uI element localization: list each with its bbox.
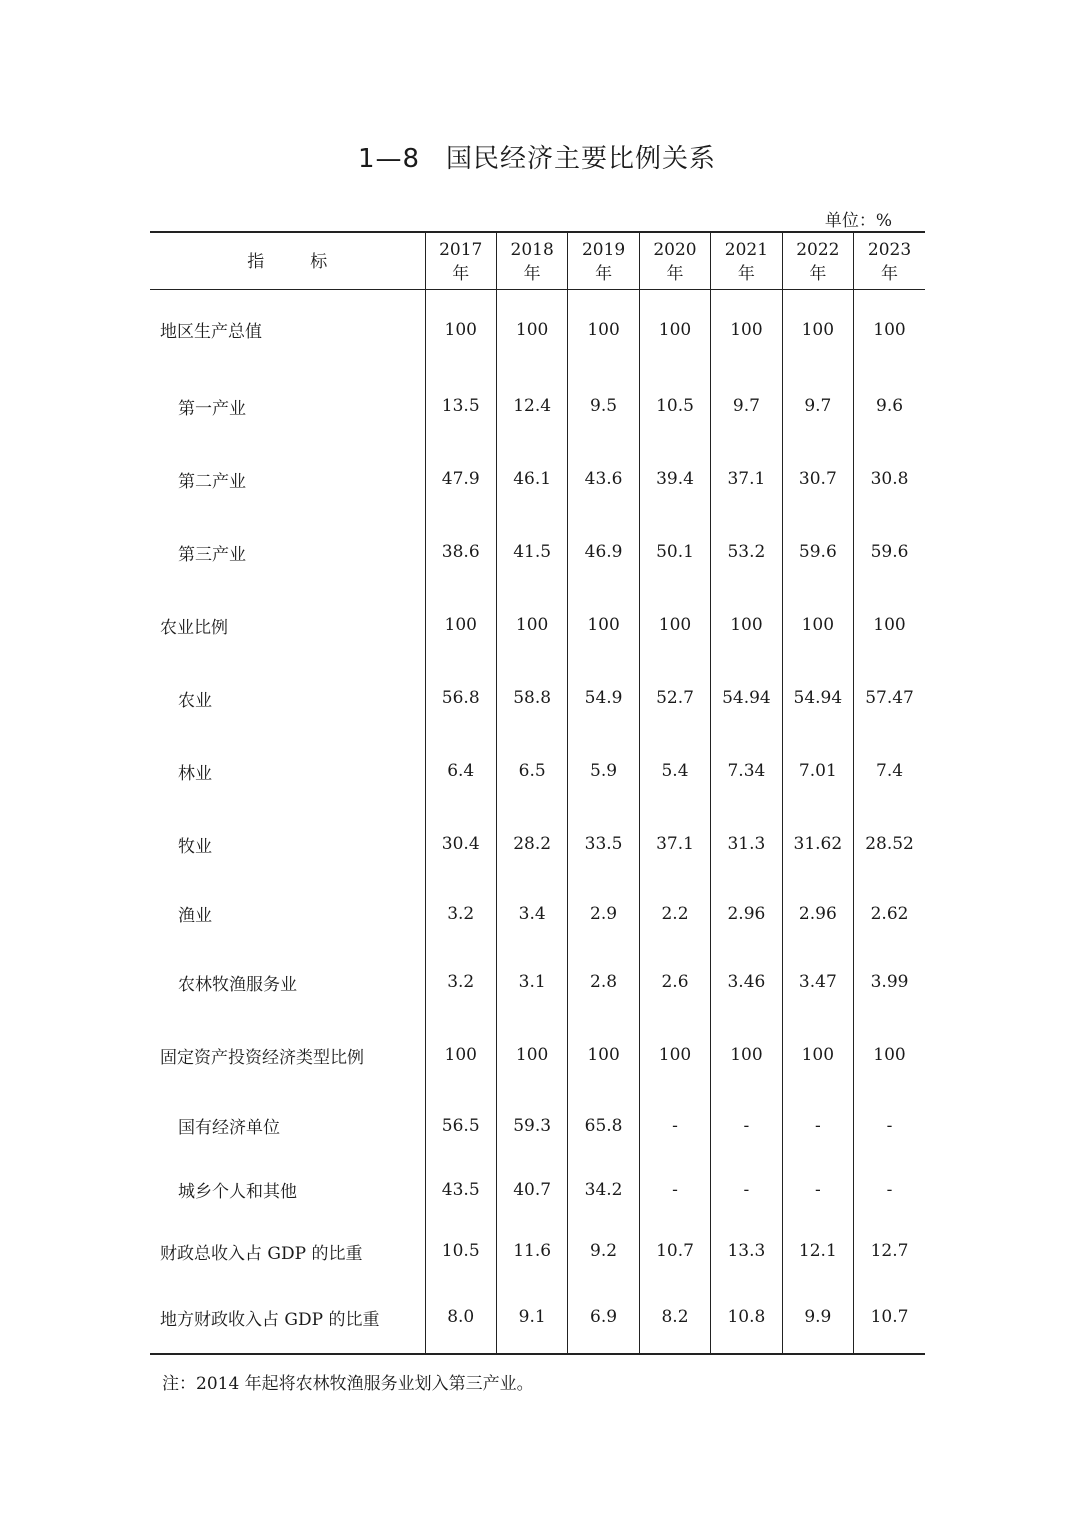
- footnote: 注：2014 年起将农林牧渔服务业划入第三产业。: [162, 1374, 534, 1394]
- table-row: [150, 1018, 925, 1093]
- cell-value: 57.47: [854, 662, 925, 735]
- table-row: [150, 370, 925, 443]
- cell-value: -: [782, 1093, 853, 1159]
- cell-value: 100: [496, 589, 567, 662]
- cell-value: 30.4: [425, 808, 496, 881]
- cell-value: 52.7: [639, 662, 710, 735]
- cell-value: 12.4: [496, 370, 567, 443]
- cell-value: 13.5: [425, 370, 496, 443]
- cell-value: 8.2: [639, 1282, 710, 1354]
- cell-value: 2.6: [639, 947, 710, 1018]
- row-label: 农业: [178, 690, 212, 711]
- row-label: 第三产业: [178, 544, 246, 565]
- row-label: 地方财政收入占 GDP 的比重: [160, 1309, 380, 1330]
- table-row: [150, 443, 925, 516]
- table-row: [150, 881, 925, 947]
- cell-value: 34.2: [568, 1159, 639, 1221]
- cell-value: 2.9: [568, 881, 639, 947]
- cell-value: 12.1: [782, 1221, 853, 1282]
- row-label: 第二产业: [178, 471, 246, 492]
- cell-value: 100: [711, 1018, 782, 1093]
- cell-value: 33.5: [568, 808, 639, 881]
- table-row: [150, 1093, 925, 1159]
- cell-value: 100: [782, 589, 853, 662]
- cell-value: 37.1: [639, 808, 710, 881]
- cell-value: 10.7: [854, 1282, 925, 1354]
- row-label: 农业比例: [160, 617, 228, 638]
- cell-value: 11.6: [496, 1221, 567, 1282]
- cell-value: 37.1: [711, 443, 782, 516]
- cell-value: 2.96: [711, 881, 782, 947]
- cell-value: 43.5: [425, 1159, 496, 1221]
- table-row: [150, 1159, 925, 1221]
- row-label: 国有经济单位: [178, 1118, 280, 1138]
- table-row: [150, 735, 925, 808]
- header-year: 2021 年: [711, 232, 782, 290]
- cell-value: 54.9: [568, 662, 639, 735]
- row-label: 渔业: [178, 906, 212, 926]
- cell-value: 7.01: [782, 735, 853, 808]
- header-year: 2018 年: [496, 232, 567, 290]
- cell-value: 100: [782, 1018, 853, 1093]
- header-year: 2023 年: [854, 232, 925, 290]
- header-year: 2022 年: [782, 232, 853, 290]
- cell-value: 3.2: [425, 947, 496, 1018]
- cell-value: 2.2: [639, 881, 710, 947]
- cell-value: 50.1: [639, 516, 710, 589]
- cell-value: 100: [425, 589, 496, 662]
- page-title: [0, 138, 1074, 175]
- cell-value: 9.7: [782, 370, 853, 443]
- cell-value: 9.2: [568, 1221, 639, 1282]
- header-year: 2017 年: [425, 232, 496, 290]
- cell-value: 100: [425, 1018, 496, 1093]
- header-row: [150, 232, 925, 290]
- cell-value: 47.9: [425, 443, 496, 516]
- table-row: [150, 1221, 925, 1282]
- cell-value: 41.5: [496, 516, 567, 589]
- table-row: [150, 808, 925, 881]
- row-label: 固定资产投资经济类型比例: [160, 1047, 364, 1068]
- cell-value: 3.2: [425, 881, 496, 947]
- cell-value: 100: [854, 290, 925, 370]
- table-number: 1—8: [357, 144, 421, 174]
- row-label: 地区生产总值: [160, 322, 262, 343]
- cell-value: 39.4: [639, 443, 710, 516]
- table-title: 国民经济主要比例关系: [446, 144, 717, 174]
- cell-value: 46.1: [496, 443, 567, 516]
- cell-value: 5.4: [639, 735, 710, 808]
- cell-value: -: [782, 1159, 853, 1221]
- row-label: 城乡个人和其他: [178, 1182, 297, 1202]
- table-body: [150, 290, 925, 1354]
- cell-value: 31.3: [711, 808, 782, 881]
- header-year: 2019 年: [568, 232, 639, 290]
- cell-value: 30.7: [782, 443, 853, 516]
- cell-value: 58.8: [496, 662, 567, 735]
- table-row: [150, 1282, 925, 1354]
- table-row: [150, 662, 925, 735]
- cell-value: 3.46: [711, 947, 782, 1018]
- cell-value: 100: [639, 290, 710, 370]
- cell-value: 100: [568, 290, 639, 370]
- cell-value: 2.8: [568, 947, 639, 1018]
- cell-value: 31.62: [782, 808, 853, 881]
- cell-value: 12.7: [854, 1221, 925, 1282]
- cell-value: 100: [711, 589, 782, 662]
- cell-value: 100: [496, 290, 567, 370]
- cell-value: 40.7: [496, 1159, 567, 1221]
- cell-value: 28.52: [854, 808, 925, 881]
- cell-value: 10.7: [639, 1221, 710, 1282]
- header-indicator: 指标: [150, 232, 425, 290]
- cell-value: 28.2: [496, 808, 567, 881]
- cell-value: 3.47: [782, 947, 853, 1018]
- cell-value: -: [639, 1159, 710, 1221]
- cell-value: -: [854, 1159, 925, 1221]
- cell-value: 59.3: [496, 1093, 567, 1159]
- cell-value: 100: [425, 290, 496, 370]
- cell-value: 100: [496, 1018, 567, 1093]
- cell-value: 9.9: [782, 1282, 853, 1354]
- cell-value: 3.1: [496, 947, 567, 1018]
- cell-value: -: [711, 1093, 782, 1159]
- cell-value: 46.9: [568, 516, 639, 589]
- table-row: [150, 589, 925, 662]
- table-row: [150, 947, 925, 1018]
- row-label: 财政总收入占 GDP 的比重: [160, 1243, 363, 1264]
- row-label: 农林牧渔服务业: [178, 974, 297, 995]
- cell-value: 13.3: [711, 1221, 782, 1282]
- cell-value: 100: [639, 1018, 710, 1093]
- cell-value: 2.62: [854, 881, 925, 947]
- cell-value: 59.6: [854, 516, 925, 589]
- cell-value: 8.0: [425, 1282, 496, 1354]
- cell-value: 54.94: [711, 662, 782, 735]
- cell-value: 100: [568, 1018, 639, 1093]
- row-label: 第一产业: [178, 398, 246, 419]
- row-label: 牧业: [178, 836, 212, 857]
- cell-value: 30.8: [854, 443, 925, 516]
- cell-value: 100: [568, 589, 639, 662]
- cell-value: -: [854, 1093, 925, 1159]
- cell-value: 6.9: [568, 1282, 639, 1354]
- cell-value: 9.5: [568, 370, 639, 443]
- table-row: [150, 290, 925, 370]
- cell-value: 56.5: [425, 1093, 496, 1159]
- header-year: 2020 年: [639, 232, 710, 290]
- row-label: 林业: [178, 763, 212, 784]
- cell-value: 100: [782, 290, 853, 370]
- cell-value: 5.9: [568, 735, 639, 808]
- cell-value: 56.8: [425, 662, 496, 735]
- cell-value: 65.8: [568, 1093, 639, 1159]
- cell-value: 7.4: [854, 735, 925, 808]
- cell-value: 38.6: [425, 516, 496, 589]
- cell-value: 53.2: [711, 516, 782, 589]
- cell-value: 3.99: [854, 947, 925, 1018]
- cell-value: 3.4: [496, 881, 567, 947]
- cell-value: -: [711, 1159, 782, 1221]
- cell-value: 10.8: [711, 1282, 782, 1354]
- table-row: [150, 516, 925, 589]
- cell-value: 6.5: [496, 735, 567, 808]
- ratio-table: [150, 231, 925, 1355]
- cell-value: 59.6: [782, 516, 853, 589]
- cell-value: 100: [854, 1018, 925, 1093]
- cell-value: 10.5: [425, 1221, 496, 1282]
- cell-value: 9.7: [711, 370, 782, 443]
- cell-value: 43.6: [568, 443, 639, 516]
- cell-value: 100: [854, 589, 925, 662]
- cell-value: 7.34: [711, 735, 782, 808]
- cell-value: 2.96: [782, 881, 853, 947]
- cell-value: 9.6: [854, 370, 925, 443]
- cell-value: 100: [639, 589, 710, 662]
- cell-value: 9.1: [496, 1282, 567, 1354]
- unit-label: 单位：%: [824, 211, 892, 231]
- cell-value: 100: [711, 290, 782, 370]
- cell-value: 10.5: [639, 370, 710, 443]
- cell-value: 6.4: [425, 735, 496, 808]
- cell-value: 54.94: [782, 662, 853, 735]
- cell-value: -: [639, 1093, 710, 1159]
